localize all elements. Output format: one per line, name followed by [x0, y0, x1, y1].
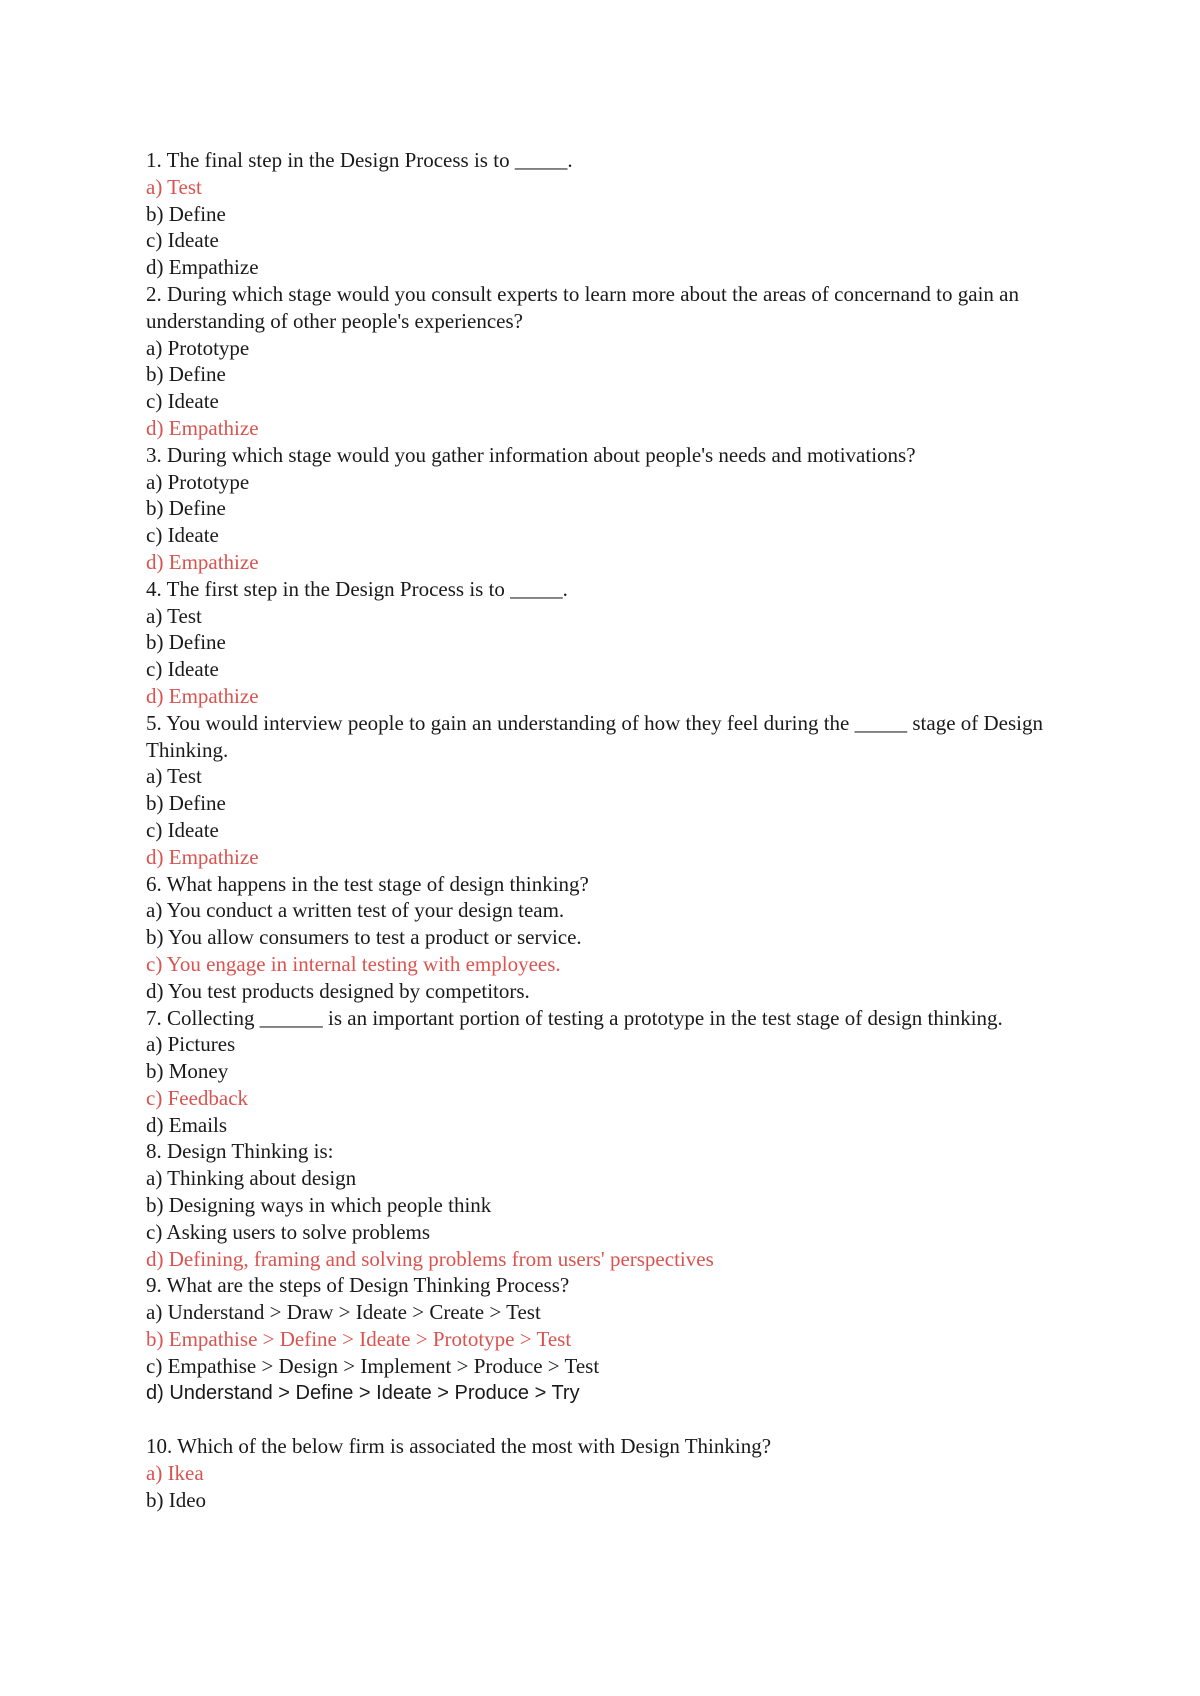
answer-option: c) Asking users to solve problems [146, 1219, 431, 1244]
answer-option-correct: a) Ikea [146, 1461, 204, 1486]
answer-option: a) You conduct a written test of your design team. [146, 898, 565, 923]
answer-option: a) Test [146, 603, 202, 628]
answer-option: a) Pictures [146, 1032, 236, 1057]
blank-line [146, 1406, 1046, 1433]
question-text: 9. What are the steps of Design Thinking Process? [146, 1273, 570, 1298]
answer-option-correct: d) Empathize [146, 415, 259, 440]
answer-option-correct: d) Empathize [146, 844, 259, 869]
answer-option: a) Test [146, 764, 202, 789]
answer-option: d) Understand > Define > Ideate > Produce > Try [146, 1381, 580, 1404]
answer-option: d) You test products designed by competitors. [146, 978, 530, 1003]
answer-option: c) Ideate [146, 657, 219, 682]
answer-option-correct: d) Empathize [146, 683, 259, 708]
answer-option: b) Designing ways in which people think [146, 1193, 492, 1218]
answer-option: c) Empathise > Design > Implement > Produce > Test [146, 1353, 600, 1378]
answer-option: a) Thinking about design [146, 1166, 357, 1191]
question-text: 8. Design Thinking is: [146, 1139, 334, 1164]
answer-option: b) Define [146, 201, 226, 226]
answer-option: d) Empathize [146, 255, 259, 280]
question-text: 7. Collecting ______ is an important portion of testing a prototype in the test stage of design thinking. [146, 1005, 1003, 1030]
question-text: 4. The first step in the Design Process is to _____. [146, 576, 568, 601]
answer-option-correct: d) Defining, framing and solving problems from users' perspectives [146, 1246, 714, 1271]
answer-option-correct: a) Test [146, 174, 202, 199]
answer-option-correct: d) Empathize [146, 549, 259, 574]
answer-option: a) Prototype [146, 335, 250, 360]
answer-option: a) Understand > Draw > Ideate > Create > Test [146, 1300, 541, 1325]
answer-option: b) Define [146, 791, 226, 816]
answer-option: c) Ideate [146, 817, 219, 842]
answer-option: c) Ideate [146, 523, 219, 548]
answer-option: b) Money [146, 1059, 229, 1084]
answer-option: c) Ideate [146, 228, 219, 253]
question-text: 1. The final step in the Design Process is to _____. [146, 148, 573, 172]
answer-option: b) Define [146, 496, 226, 521]
question-text: 6. What happens in the test stage of design thinking? [146, 871, 589, 896]
answer-option: b) Define [146, 362, 226, 387]
answer-option-correct: c) You engage in internal testing with employees. [146, 951, 561, 976]
answer-option: c) Ideate [146, 389, 219, 414]
question-text: 10. Which of the below firm is associated the most with Design Thinking? [146, 1434, 772, 1459]
question-text: 3. During which stage would you gather information about people's needs and motivations? [146, 442, 916, 467]
answer-option-correct: b) Empathise > Define > Ideate > Prototype > Test [146, 1327, 572, 1352]
answer-option: b) Define [146, 630, 226, 655]
answer-option: b) You allow consumers to test a product or service. [146, 925, 582, 950]
answer-option: b) Ideo [146, 1487, 207, 1512]
question-text: 5. You would interview people to gain an understanding of how they feel during the _____ stage of Design Thinking. [146, 710, 1048, 762]
question-text: 2. During which stage would you consult experts to learn more about the areas of concernand to gain an understanding of other people's experiences? [146, 281, 1025, 333]
answer-option: a) Prototype [146, 469, 250, 494]
answer-option: d) Emails [146, 1112, 228, 1137]
quiz-content [146, 147, 1046, 1514]
answer-option-correct: c) Feedback [146, 1085, 249, 1110]
